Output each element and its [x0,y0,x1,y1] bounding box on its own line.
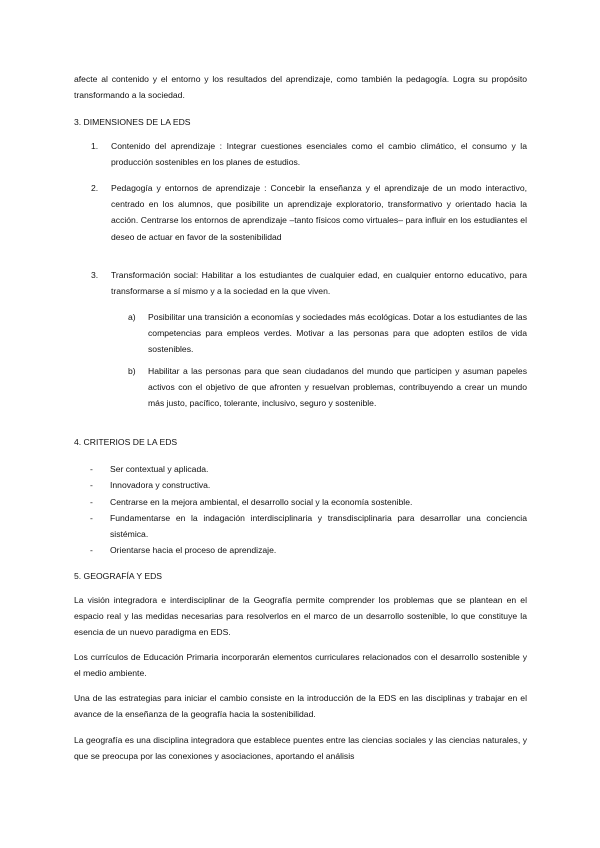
item-marker: a) [128,312,136,322]
bullet-text: Orientarse hacia el proceso de aprendizaje. [110,545,277,555]
bullet-dash: - [90,480,93,490]
section-5-heading: 5. GEOGRAFÍA Y EDS [74,571,163,581]
section-3-heading: 3. DIMENSIONES DE LA EDS [74,117,191,127]
bullet-text: Fundamentarse en la indagación interdisciplinaria y transdisciplinaria para desarrollar una conciencia sistémica. [110,513,527,540]
numbered-item-2 [74,180,527,245]
section-4-heading: 4. CRITERIOS DE LA EDS [74,437,178,447]
bullet-item [74,510,527,542]
bullet-item [74,461,527,477]
body-paragraph: La visión integradora e interdisciplinar de la Geografía permite comprender los problemas que se plantean en el espacio real y las medidas necesarias para resolverlos en el marco de un desarrollo sostenible, lo que constituye la esencia de un nuevo paradigma en EDS. [74,595,527,638]
item-text: Habilitar a las personas para que sean ciudadanos del mundo que participen y asuman papeles activos con el objetivo de que afronten y resuelvan problemas, contribuyendo a crear un mundo más justo, pacífico, tolerante, inclusivo, seguro y sostenible. [148,366,527,409]
bullet-dash: - [90,545,93,555]
bullet-item [74,477,527,493]
numbered-item-3 [74,267,527,299]
bullet-text: Ser contextual y aplicada. [110,464,209,474]
bullet-dash: - [90,464,93,474]
item-text: Transformación social: Habilitar a los estudiantes de cualquier edad, en cualquier entorno educativo, para transformarse a sí mismo y a la sociedad en la que viven. [111,270,527,297]
lettered-item-b [74,363,527,412]
item-marker: 3. [91,270,99,280]
bullet-dash: - [90,513,93,523]
item-marker: b) [128,366,136,376]
item-text: Contenido del aprendizaje : Integrar cuestiones esenciales como el cambio climático, el consumo y la producción sostenibles en los planes de estudios. [111,141,527,168]
body-paragraph: Los currículos de Educación Primaria incorporarán elementos curriculares relacionados con el desarrollo sostenible y el medio ambiente. [74,652,527,679]
bullet-item [74,494,527,510]
body-paragraph: Una de las estrategias para iniciar el cambio consiste en la introducción de la EDS en las disciplinas y trabajar en el avance de la enseñanza de la geografía hacia la sostenibilidad. [74,693,527,720]
numbered-item-1 [74,138,527,170]
body-paragraph: La geografía es una disciplina integradora que establece puentes entre las ciencias sociales y las ciencias naturales, y que se preocupa por las conexiones y asociaciones, aportando el análisis [74,735,527,762]
bullet-text: Centrarse en la mejora ambiental, el desarrollo social y la economía sostenible. [110,497,413,507]
intro-paragraph: afecte al contenido y el entorno y los resultados del aprendizaje, como también la pedagogía. Logra su propósito transformando a la sociedad. [74,74,527,101]
bullet-dash: - [90,497,93,507]
lettered-item-a [74,309,527,358]
bullet-item [74,542,527,558]
item-text: Pedagogía y entornos de aprendizaje : Concebir la enseñanza y el aprendizaje de un modo interactivo, centrado en los alumnos, que posibilite un aprendizaje exploratorio, transformativo y orientado hacia la acción. Centrarse los entornos de aprendizaje –tanto físicos como virtuales– para influir en los estudiantes el deseo de actuar en favor de la sostenibilidad [111,183,527,242]
bullet-text: Innovadora y constructiva. [110,480,211,490]
item-text: Posibilitar una transición a economías y sociedades más ecológicas. Dotar a los estudiantes de las competencias para empleos verdes. Motivar a las personas para que adopten estilos de vida sostenibles. [148,312,527,355]
item-marker: 1. [91,141,99,151]
item-marker: 2. [91,183,99,193]
